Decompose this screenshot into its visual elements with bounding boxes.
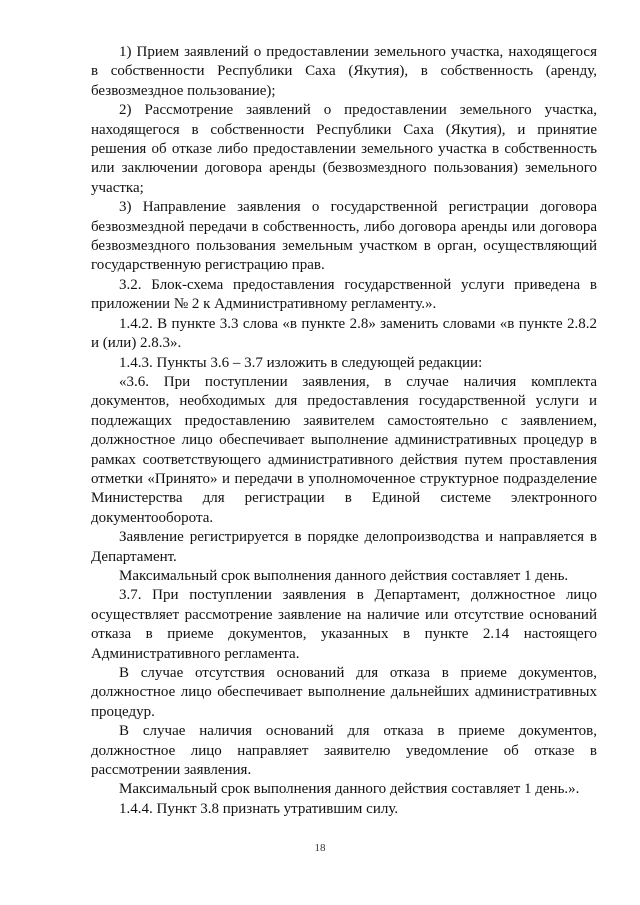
document-body: [91, 43, 597, 819]
paragraph-3: 3) Направление заявления о государственной регистрации договора безвозмездной передачи в собственность, либо договора аренды или договора безвозмездного пользования земельным участком в орган, осуществляющий государственную регистрацию прав.: [91, 199, 597, 274]
paragraph-8: Заявление регистрируется в порядке делопроизводства и направляется в Департамент.: [91, 529, 597, 565]
paragraph-6: 1.4.3. Пункты 3.6 – 3.7 изложить в следующей редакции:: [119, 354, 483, 371]
paragraph-5: 1.4.2. В пункте 3.3 слова «в пункте 2.8» заменить словами «в пункте 2.8.2 и (или) 2.8.3».: [91, 315, 597, 352]
page-number: 18: [314, 842, 326, 854]
paragraph-12: В случае наличия оснований для отказа в приеме документов, должностное лицо направляет заявителю уведомление об отказе в рассмотрении заявления.: [91, 723, 597, 779]
paragraph-11: В случае отсутствия оснований для отказа в приеме документов, должностное лицо обеспечивает выполнение дальнейших административных процедур.: [91, 665, 597, 720]
paragraph-9: Максимальный срок выполнения данного действия составляет 1 день.: [119, 567, 569, 584]
paragraph-4: 3.2. Блок-схема предоставления государственной услуги приведена в приложении № 2 к Административному регламенту.».: [91, 276, 597, 313]
paragraph-2: 2) Рассмотрение заявлений о предоставлении земельного участка, находящегося в собственности Республики Саха (Якутия), и принятие решения об отказе либо предоставлении земельного участка в собственность или заключении договора аренды (безвозмездного пользования) земельного участка;: [91, 102, 597, 196]
paragraph-13: Максимальный срок выполнения данного действия составляет 1 день.».: [119, 781, 580, 798]
paragraph-14: 1.4.4. Пункт 3.8 признать утратившим силу.: [119, 800, 399, 817]
paragraph-1: 1) Прием заявлений о предоставлении земельного участка, находящегося в собственности Республики Саха (Якутия), в собственность (аренду, безвозмездное пользование);: [91, 44, 597, 99]
paragraph-10: 3.7. При поступлении заявления в Департамент, должностное лицо осуществляет рассмотрение заявление на наличие или отсутствие оснований отказа в приеме документов, указанных в пункте 2.14 настоящего Административного регламента.: [91, 587, 597, 662]
paragraph-7: «3.6. При поступлении заявления, в случае наличия комплекта документов, необходимых для предоставления государственной услуги и подлежащих предоставлению заявителем самостоятельно с заявлением, должностное лицо обеспечивает выполнение административных процедур в рамках соответствующего административного действия путем проставления отметки «Принято» и передачи в уполномоченное структурное подразделение Министерства для регистрации в Единой системе электронного документооборота.: [91, 373, 597, 526]
